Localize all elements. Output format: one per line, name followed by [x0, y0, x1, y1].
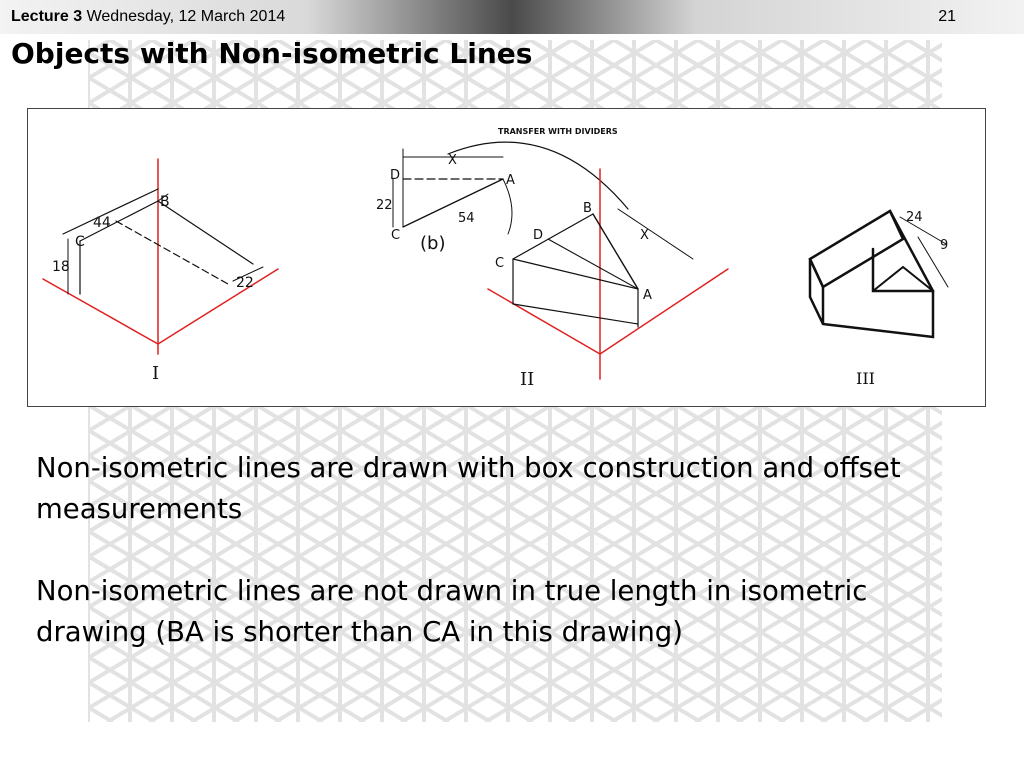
panel-two: [488, 169, 728, 379]
lecture-date: Wednesday, 12 March 2014: [86, 8, 286, 25]
label-b: B: [583, 201, 592, 216]
arc-note: TRANSFER WITH DIVIDERS: [498, 127, 618, 136]
panel-b: [393, 142, 628, 234]
header-info: [11, 8, 285, 26]
body-text: [36, 448, 956, 694]
label-b: B: [160, 194, 170, 210]
label-x: X: [448, 153, 457, 168]
lecture-label: Lecture 3: [11, 8, 83, 25]
panel-numeral-one: I: [152, 363, 160, 384]
isometric-drawing: [28, 109, 985, 406]
dim-44: 44: [93, 215, 111, 231]
dim-22: 22: [376, 198, 393, 213]
label-x: X: [640, 228, 649, 243]
label-c: C: [391, 228, 401, 243]
dim-9: 9: [940, 238, 949, 253]
label-a: A: [643, 288, 652, 303]
paragraph-box-construction: Non-isometric lines are drawn with box construction and offset measurements: [36, 452, 901, 525]
label-c: C: [495, 256, 505, 271]
label-d: D: [533, 228, 544, 243]
isometric-figure: [27, 108, 986, 407]
slide-title: Objects with Non-isometric Lines: [11, 37, 533, 70]
grid-line: [989, 40, 1024, 722]
page-number: 21: [938, 8, 956, 25]
dim-24: 24: [906, 210, 923, 225]
panel-numeral-two: II: [520, 369, 535, 390]
header-bar: [0, 0, 1024, 34]
paragraph-true-length: Non-isometric lines are not drawn in true length in isometric drawing (BA is shorter than CA in this drawing): [36, 575, 868, 648]
dim-22: 22: [236, 275, 254, 291]
panel-one: [43, 159, 278, 354]
label-c: C: [75, 234, 85, 250]
panel-numeral-three: III: [856, 369, 875, 388]
panel-three: [810, 211, 948, 337]
dim-54: 54: [458, 211, 475, 226]
grid-line: [0, 40, 26, 722]
grid-line: [0, 40, 29, 722]
dim-18: 18: [52, 259, 70, 275]
grid-line: [992, 40, 1024, 722]
label-d: D: [390, 168, 401, 183]
figure-caption: (b): [420, 233, 446, 254]
label-a: A: [506, 173, 515, 188]
